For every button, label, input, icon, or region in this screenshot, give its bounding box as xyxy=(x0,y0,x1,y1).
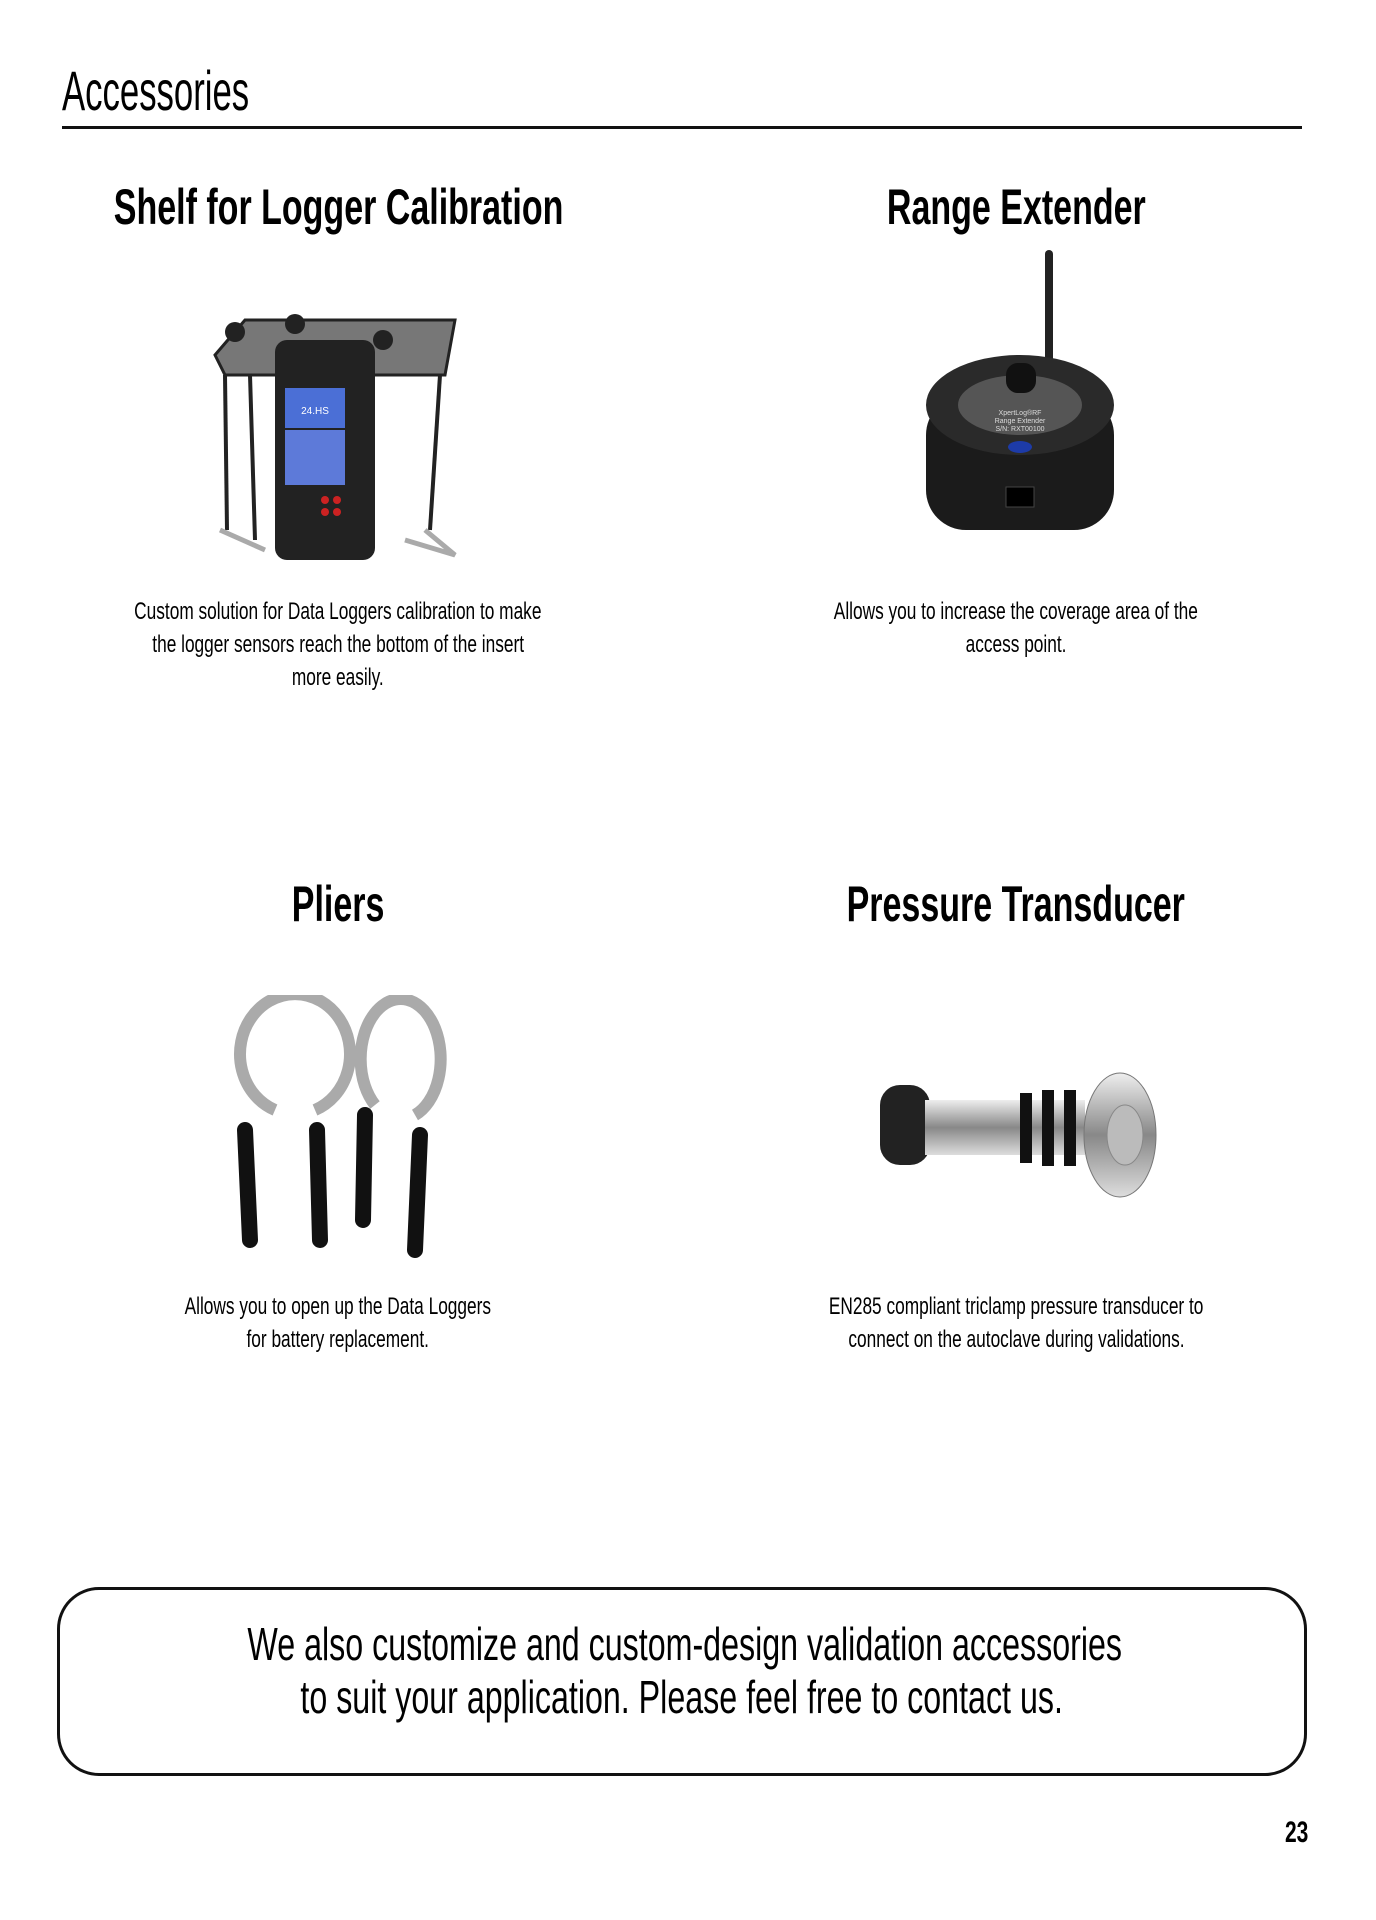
accessory-heading-range-extender: Range Extender xyxy=(886,179,1146,235)
accessory-heading-shelf: Shelf for Logger Calibration xyxy=(113,179,564,235)
callout-line: to suit your application. Please feel free to contact us. xyxy=(300,1671,1064,1723)
accessory-description-pliers: Allows you to open up the Data Loggers for battery replacement. xyxy=(184,1293,492,1353)
svg-text:24.HS: 24.HS xyxy=(301,406,329,417)
accessory-description-shelf: Custom solution for Data Loggers calibration to make the logger sensors reach the bottom of the insert more easily. xyxy=(134,598,542,691)
accessory-heading-pressure-transducer: Pressure Transducer xyxy=(846,876,1186,932)
custom-design-callout xyxy=(57,1587,1307,1776)
page-number: 23 xyxy=(1285,1816,1309,1849)
accessory-description-pressure-transducer: EN285 compliant triclamp pressure transducer to connect on the autoclave during validations. xyxy=(828,1293,1204,1353)
range-extender-image xyxy=(920,245,1120,545)
svg-text:Range Extender: Range Extender xyxy=(994,418,1046,425)
pressure-transducer-image xyxy=(870,1055,1170,1225)
accessory-heading-pliers: Pliers xyxy=(291,876,385,932)
svg-text:XpertLog®RF: XpertLog®RF xyxy=(998,410,1042,417)
page-title: Accessories xyxy=(62,59,250,122)
svg-text:S/N: RXT00100: S/N: RXT00100 xyxy=(995,426,1045,433)
shelf-image xyxy=(205,280,465,580)
title-divider xyxy=(62,126,1302,129)
pliers-image xyxy=(215,995,455,1270)
accessory-description-range-extender: Allows you to increase the coverage area of the access point. xyxy=(833,598,1199,658)
callout-line: We also customize and custom-design validation accessories xyxy=(247,1618,1123,1670)
